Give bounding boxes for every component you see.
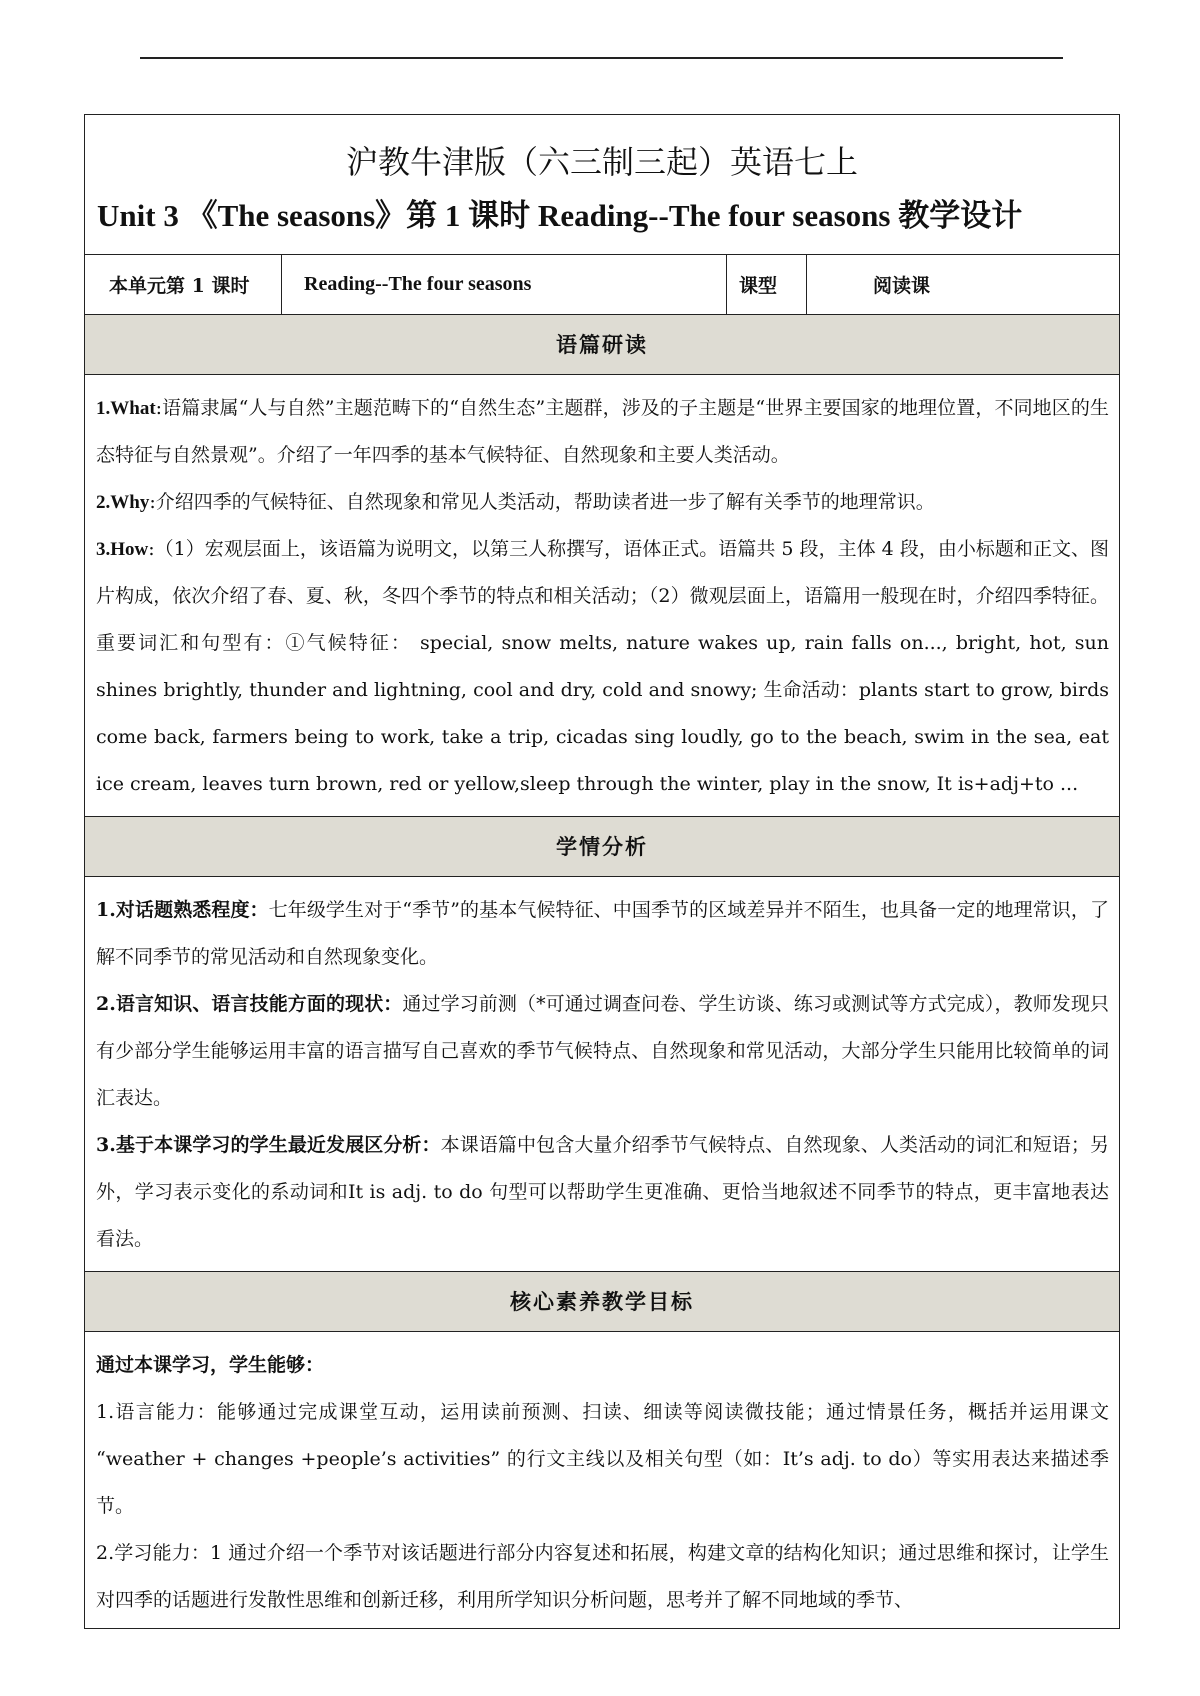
paragraph [96,981,1109,1122]
paragraph-text: 2.学习能力：1 通过介绍一个季节对该话题进行部分内容复述和拓展，构建文章的结构化知识；通过思维和探讨，让学生对四季的话题进行发散性思维和创新迁移，利用所学知识分析问题，思考并了解不同地域的季节、 [96,1542,1109,1611]
header-rule [140,57,1063,59]
section-body-text-analysis [85,375,1119,817]
section-heading-text-analysis: 语篇研读 [85,315,1119,375]
paragraph [96,887,1109,981]
paragraph-text: 通过学习前测（*可通过调查问卷、学生访谈、练习或测试等方式完成），教师发现只有少部分学生能够运用丰富的语言描写自己喜欢的季节气候特点、自然现象和常见活动，大部分学生只能用比较简单的词汇表达。 [96,993,1109,1109]
document-subtitle: Unit 3 《The seasons》第 1 课时 Reading--The four seasons 教学设计 [97,198,1023,233]
paragraph-text: :语篇隶属“人与自然”主题范畴下的“自然生态”主题群，涉及的子主题是“世界主要国家的地理位置，不同地区的生态特征与自然景观”。介绍了一年四季的基本气候特征、自然现象和主要人类活动。 [96,397,1109,466]
section-body-teaching-objectives [85,1332,1119,1628]
lesson-plan-table [84,114,1120,1629]
paragraph-text: 七年级学生对于“季节”的基本气候特征、中国季节的区域差异并不陌生，也具备一定的地理常识，了解不同季节的常见活动和自然现象变化。 [96,899,1109,968]
lesson-number-cell: 本单元第 1 课时 [85,255,282,314]
paragraph [96,1530,1109,1624]
paragraph-text: 本课语篇中包含大量介绍季节气候特点、自然现象、人类活动的词汇和短语；另外，学习表示变化的系动词和It is adj. to do 句型可以帮助学生更准确、更恰当地叙述不同季节的特点，更丰富地表达看法。 [96,1134,1109,1250]
paragraph [96,1342,1109,1389]
paragraph-lead: 2.语言知识、语言技能方面的现状： [96,993,403,1015]
section-body-student-analysis [85,877,1119,1272]
paragraph [96,1389,1109,1530]
lesson-title-cell: Reading--The four seasons [282,255,727,314]
document-title: 沪教牛津版（六三制三起）英语七上 [345,143,858,181]
paragraph [96,479,1109,526]
section-heading-student-analysis: 学情分析 [85,817,1119,877]
paragraph-lead: 3.How [96,539,149,560]
paragraph [96,385,1109,479]
lesson-type-value-cell: 阅读课 [873,275,931,297]
paragraph-text: :（1）宏观层面上，该语篇为说明文，以第三人称撰写，语体正式。语篇共 5 段，主体 4 段，由小标题和正文、图片构成，依次介绍了春、夏、秋，冬四个季节的特点和相关活动；（2）微观层面上，语篇用一般现在时，介绍四季特征。重要词汇和句型有：①气候特征： special, snow melts, nature wakes up, rain falls on..., bright, hot, sun shines brightly, thunder and lightning, cool and dry, cold and snowy; 生命活动：plants start to grow, birds come back, farmers being to work, take a trip, cicadas sing loudly, go to the beach, swim in the sea, eat ice cream, leaves turn brown, red or yellow,sleep through the winter, play in the snow, It is+adj+to ... [96,538,1109,795]
paragraph-lead: 通过本课学习，学生能够： [96,1354,325,1376]
paragraph-text: 1.语言能力：能够通过完成课堂互动，运用读前预测、扫读、细读等阅读微技能；通过情景任务，概括并运用课文 “weather + changes +people’s activities” 的行文主线以及相关句型（如：It’s adj. to do）等实用表达来描述季节。 [96,1401,1109,1517]
paragraph-lead: 1.What [96,398,156,419]
paragraph-text: :介绍四季的气候特征、自然现象和常见人类活动，帮助读者进一步了解有关季节的地理常识。 [149,491,935,513]
paragraph-lead: 2.Why [96,492,150,513]
title-block [85,115,1119,255]
section-heading-teaching-objectives: 核心素养教学目标 [85,1272,1119,1332]
paragraph [96,526,1109,808]
paragraph-lead: 1.对话题熟悉程度： [96,899,269,921]
paragraph-lead: 3.基于本课学习的学生最近发展区分析： [96,1134,441,1156]
lesson-type-label-cell: 课型 [727,255,807,314]
paragraph [96,1122,1109,1263]
lesson-info-row [85,255,1119,315]
